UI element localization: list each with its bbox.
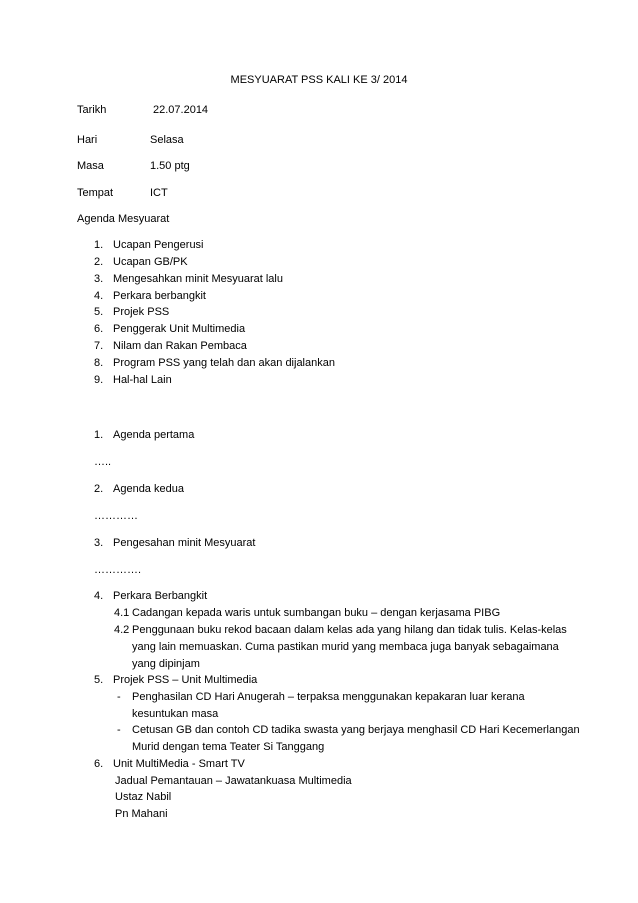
meta-value-tempat: ICT (150, 187, 168, 199)
sub-item-text: Cadangan kepada waris untuk sumbangan buku – dengan kerjasama PIBG (132, 607, 501, 619)
meta-value-hari: Selasa (150, 134, 184, 146)
list-item-number: 6. (94, 323, 104, 335)
sub-item-text: yang lain memuaskan. Cuma pastikan murid yang membaca juga banyak sebagaimana (132, 641, 559, 653)
bullet-text: kesuntukan masa (132, 708, 219, 720)
section-number: 4. (94, 590, 104, 602)
meta-value-tarikh: 22.07.2014 (153, 104, 209, 116)
meta-label-tempat: Tempat (77, 187, 114, 199)
list-item-number: 3. (94, 273, 104, 285)
meta-label-masa: Masa (77, 160, 104, 172)
text-line: Ustaz Nabil (115, 791, 172, 803)
meta-value-masa: 1.50 ptg (150, 160, 190, 172)
list-item-text: Nilam dan Rakan Pembaca (113, 340, 247, 352)
page-title: MESYUARAT PSS KALI KE 3/ 2014 (230, 74, 408, 86)
list-item-text: Program PSS yang telah dan akan dijalankan (113, 357, 335, 369)
text-line: Pn Mahani (115, 808, 168, 820)
list-item-number: 8. (94, 357, 104, 369)
sub-item-text: Penggunaan buku rekod bacaan dalam kelas ada yang hilang dan tidak tulis. Kelas-kelas (132, 624, 567, 636)
bullet-text: Murid dengan tema Teater Si Tanggang (132, 741, 325, 753)
section-title: Perkara Berbangkit (113, 590, 208, 602)
bullet-text: Cetusan GB dan contoh CD tadika swasta yang berjaya menghasil CD Hari Kecemerlangan (132, 724, 580, 736)
section-number: 3. (94, 537, 104, 549)
bullet-text: Penghasilan CD Hari Anugerah – terpaksa menggunakan kepakaran luar kerana (132, 691, 525, 703)
list-item-text: Ucapan GB/PK (113, 256, 188, 268)
sub-item-number: 4.1 (114, 607, 130, 619)
list-item-text: Perkara berbangkit (113, 290, 206, 302)
bullet-dash: - (117, 724, 121, 736)
section-number: 1. (94, 429, 104, 441)
section-placeholder-dots: ….. (94, 456, 112, 468)
sub-item-number: 4.2 (114, 624, 130, 636)
list-item-number: 4. (94, 290, 104, 302)
list-item-number: 7. (94, 340, 104, 352)
list-item-number: 1. (94, 239, 104, 251)
section-title: Agenda kedua (113, 483, 184, 495)
section-number: 2. (94, 483, 104, 495)
section-placeholder-dots: ………… (94, 510, 138, 522)
meta-label-hari: Hari (77, 134, 98, 146)
list-item-number: 2. (94, 256, 104, 268)
agenda-heading: Agenda Mesyuarat (77, 213, 170, 225)
meta-label-tarikh: Tarikh (77, 104, 107, 116)
list-item-text: Ucapan Pengerusi (113, 239, 204, 251)
list-item-text: Mengesahkan minit Mesyuarat lalu (113, 273, 283, 285)
section-title: Unit MultiMedia - Smart TV (113, 758, 245, 770)
list-item-number: 5. (94, 306, 104, 318)
list-item-text: Hal-hal Lain (113, 374, 172, 386)
section-title: Pengesahan minit Mesyuarat (113, 537, 256, 549)
section-number: 6. (94, 758, 104, 770)
text-line: Jadual Pemantauan – Jawatankuasa Multimedia (115, 775, 352, 787)
list-item-number: 9. (94, 374, 104, 386)
section-number: 5. (94, 674, 104, 686)
bullet-dash: - (117, 691, 121, 703)
sub-item-text: yang dipinjam (132, 658, 200, 670)
section-title: Agenda pertama (113, 429, 195, 441)
section-placeholder-dots: …………. (94, 564, 142, 576)
section-title: Projek PSS – Unit Multimedia (113, 674, 258, 686)
list-item-text: Projek PSS (113, 306, 170, 318)
list-item-text: Penggerak Unit Multimedia (113, 323, 246, 335)
